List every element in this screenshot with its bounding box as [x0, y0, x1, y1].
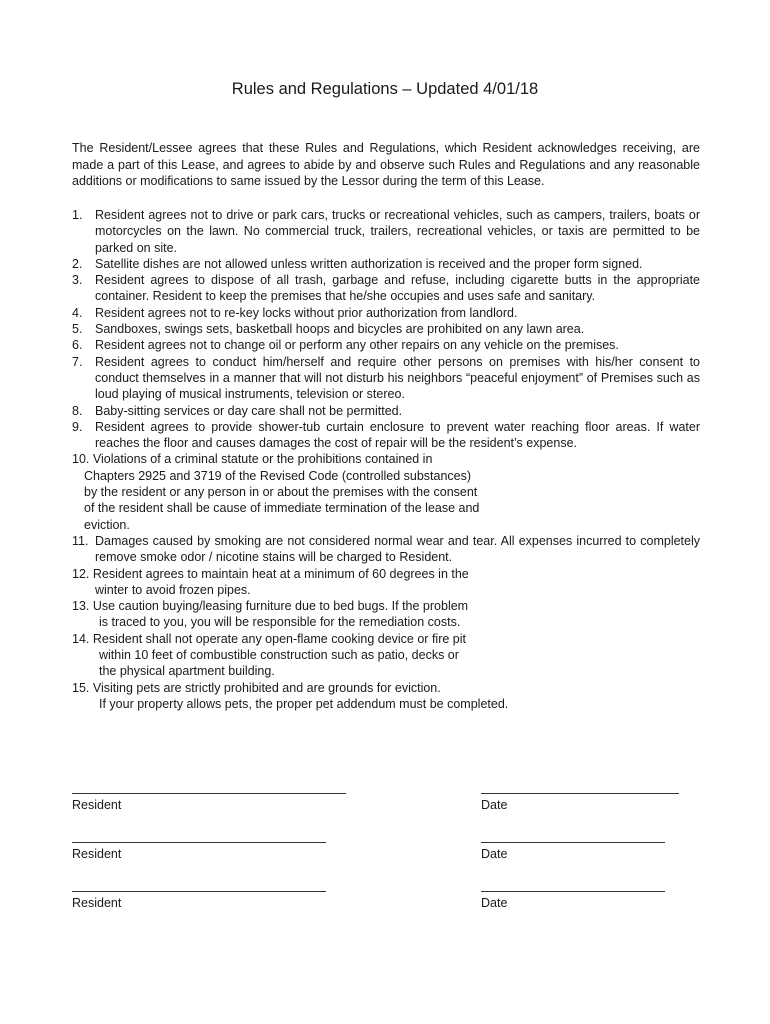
- rule-number: 4.: [72, 305, 83, 320]
- rule-item-11: [72, 533, 700, 566]
- rule-text: Baby-sitting services or day care shall not be permitted.: [95, 403, 403, 418]
- resident-signature-line[interactable]: [72, 842, 326, 843]
- rule-number: 11.: [72, 533, 89, 548]
- rule-item: [72, 321, 700, 337]
- rule-item: [72, 272, 700, 305]
- rule-number: 1.: [72, 208, 83, 222]
- rule-10-first-line: 10. Violations of a criminal statute or the prohibitions contained in: [72, 452, 433, 467]
- rule-10-line: by the resident or any person in or about the premises with the consent: [84, 485, 478, 500]
- rule-number: 7.: [72, 354, 83, 369]
- rule-item: [72, 337, 700, 353]
- document-title: Rules and Regulations – Updated 4/01/18: [231, 80, 539, 98]
- rule-number: 3.: [72, 273, 83, 288]
- rule-text: Resident agrees not to re-key locks without prior authorization from landlord.: [95, 305, 518, 320]
- date-label: Date: [481, 896, 508, 910]
- rule-text: Resident agrees not to change oil or perform any other repairs on any vehicle on the premises.: [95, 338, 619, 353]
- rule-item-13: [72, 598, 700, 631]
- resident-signature-line[interactable]: [72, 891, 326, 892]
- rule-item: [72, 256, 700, 272]
- rule-13-line: is traced to you, you will be responsible for the remediation costs.: [99, 615, 461, 630]
- rule-text: Resident agrees to provide shower-tub curtain enclosure to prevent water reaching floor areas. If water reaches the floor and causes damages the cost of repair will be the resident’s expense.: [95, 419, 700, 451]
- rule-item: [72, 207, 700, 256]
- rule-item: [72, 419, 700, 452]
- rule-item-10: [72, 451, 700, 532]
- rule-text: Resident agrees to dispose of all trash, garbage and refuse, including cigarette butts in the appropriate container. Resident to keep the premises that he/she occupies and uses safe and sanitary.: [95, 273, 700, 304]
- date-signature-line[interactable]: [481, 842, 665, 843]
- rule-12-line: winter to avoid frozen pipes.: [95, 582, 251, 597]
- rule-item: [72, 403, 700, 419]
- rule-10-line: of the resident shall be cause of immediate termination of the lease and: [84, 501, 480, 516]
- rule-10-line: Chapters 2925 and 3719 of the Revised Code (controlled substances): [84, 468, 472, 483]
- rule-item: [72, 305, 700, 321]
- rule-text: Sandboxes, swings sets, basketball hoops and bicycles are prohibited on any lawn area.: [95, 322, 585, 337]
- intro-paragraph: The Resident/Lessee agrees that these Rules and Regulations, which Resident acknowledges receiving, are made a part of this Lease, and agrees to abide by and observe such Rules and Regulations and any reasonable additions or modifications to same issued by the Lessor during the term of this Lease.: [72, 141, 700, 188]
- rule-10-line: eviction.: [84, 517, 130, 532]
- resident-signature-line[interactable]: [72, 793, 346, 794]
- resident-label: Resident: [72, 847, 122, 861]
- rule-14-line: the physical apartment building.: [99, 664, 275, 679]
- date-signature-line[interactable]: [481, 891, 665, 892]
- rule-14-line: within 10 feet of combustible construction such as patio, decks or: [99, 648, 459, 663]
- rule-14-first-line: 14. Resident shall not operate any open-flame cooking device or fire pit: [72, 631, 466, 646]
- rule-number: 8.: [72, 403, 83, 418]
- rule-text: Resident agrees not to drive or park cars, trucks or recreational vehicles, such as campers, trailers, boats or motorcycles on the lawn. No commercial truck, trailers, recreational vehicles, or taxis are permitted to be parked on site.: [95, 208, 700, 255]
- rule-item: [72, 354, 700, 403]
- rule-15-first-line: 15. Visiting pets are strictly prohibited and are grounds for eviction.: [72, 680, 441, 695]
- rule-number: 2.: [72, 256, 83, 271]
- rule-text: Satellite dishes are not allowed unless written authorization is received and the proper form signed.: [95, 256, 643, 271]
- rule-number: 5.: [72, 322, 83, 337]
- rule-13-first-line: 13. Use caution buying/leasing furniture due to bed bugs. If the problem: [72, 599, 469, 614]
- date-signature-line[interactable]: [481, 793, 679, 794]
- resident-label: Resident: [72, 896, 122, 910]
- rule-number: 9.: [72, 419, 83, 434]
- rule-text: Resident agrees to conduct him/herself and require other persons on premises with his/her consent to conduct themselves in a manner that will not disturb his neighbors “peaceful enjoyment” of Premises such as loud playing of musical instruments, television or stereo.: [95, 354, 700, 402]
- rule-item-14: [72, 631, 700, 680]
- rule-item-12: [72, 566, 700, 599]
- resident-label: Resident: [72, 798, 122, 812]
- rules-list: [72, 207, 700, 712]
- rule-text: Damages caused by smoking are not considered normal wear and tear. All expenses incurred to completely remove smoke odor / nicotine stains will be charged to Resident.: [95, 533, 700, 565]
- rule-12-first-line: 12. Resident agrees to maintain heat at a minimum of 60 degrees in the: [72, 566, 469, 581]
- date-label: Date: [481, 847, 508, 861]
- date-label: Date: [481, 798, 508, 812]
- rule-item-15: [72, 680, 700, 713]
- rule-number: 6.: [72, 338, 83, 353]
- rule-15-line: If your property allows pets, the proper pet addendum must be completed.: [99, 696, 509, 711]
